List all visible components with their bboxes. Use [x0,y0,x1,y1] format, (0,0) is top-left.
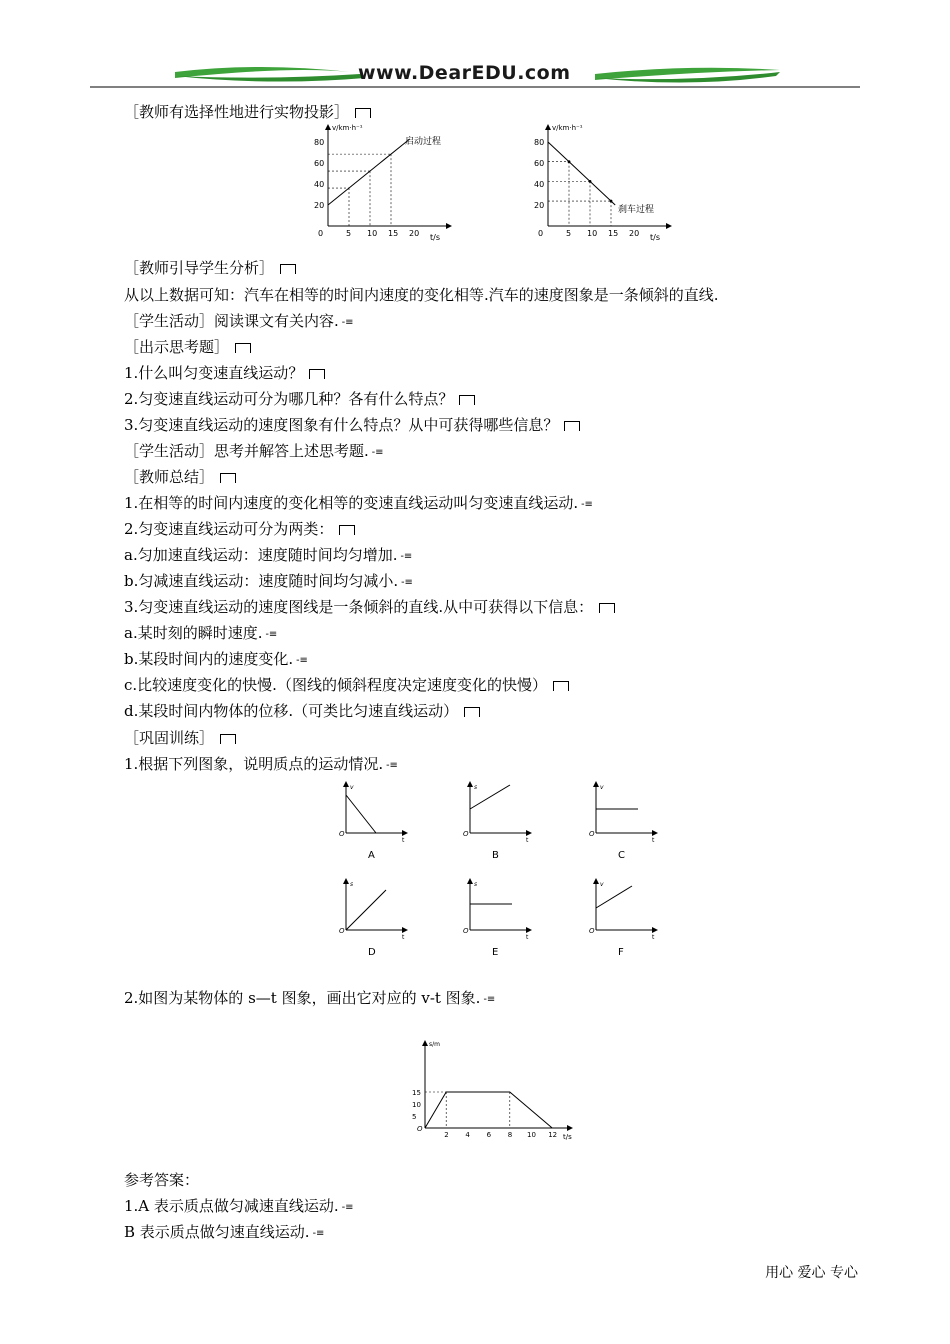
text-line [124,1196,353,1218]
x-axis-label: t [526,837,529,844]
graph-letter: D [368,947,376,958]
paragraph-mark-icon [564,421,580,431]
text-line [124,728,236,748]
x-axis-label: t/s [563,1133,572,1141]
y-tick-label: 80 [534,138,545,147]
y-axis-label: v [600,784,604,791]
origin-label: O [463,927,469,935]
y-axis-label: v [350,784,354,791]
text-line [124,441,384,463]
text-line [124,675,569,695]
graph-letter: E [492,947,499,958]
graph-caption: 启动过程 [405,137,442,147]
text-line-content: ［教师有选择性地进行实物投影］ [124,103,350,121]
line-end-mark-icon: -≡ [483,994,496,1005]
text-line [124,363,325,383]
text-line-content: ［学生活动］阅读课文有关内容. [124,312,339,330]
x-tick-label: 10 [587,229,598,238]
paragraph-mark-icon [339,525,355,535]
axis-arrow-icon [652,830,658,836]
x-tick-label: 10 [367,229,378,238]
st-line [425,1092,552,1128]
text-line-content: 2.匀变速直线运动可分为哪几种？各有什么特点？ [124,390,454,408]
x-tick-label: 4 [465,1131,470,1139]
velocity-line [328,139,410,205]
graph-line [346,890,386,930]
x-axis-label: t [652,934,655,941]
graph-line [346,795,376,833]
y-axis-label: v/km·h⁻¹ [332,124,363,132]
x-tick-label: 5 [346,229,352,238]
y-axis-label: v/km·h⁻¹ [552,124,583,132]
paragraph-mark-icon [459,395,475,405]
x-axis-label: t [402,837,405,844]
axis-arrow-icon [567,1125,573,1131]
text-line [124,311,354,333]
text-line-content: 1.A 表示质点做匀减速直线运动. [124,1197,339,1215]
text-line-content: 2.如图为某物体的 s—t 图象，画出它对应的 v-t 图象. [124,989,481,1007]
graph-letter: F [618,947,624,958]
text-line [124,545,412,567]
origin-label: O [339,927,345,935]
line-end-mark-icon: -≡ [341,317,354,328]
text-line [124,258,296,278]
text-line [124,571,413,593]
graph-letter: B [492,850,499,861]
text-line [124,519,355,539]
paragraph-mark-icon [355,108,371,118]
paragraph-mark-icon [280,264,296,274]
x-tick-label: 20 [629,229,640,238]
figure-st-graph [408,1034,578,1144]
y-axis-label: s [350,881,354,888]
figure-six-motion-graphs [330,775,670,965]
line-end-mark-icon: -≡ [371,447,384,458]
y-tick-label: 10 [412,1101,421,1109]
y-tick-label: 5 [412,1113,417,1121]
graph-letter: C [618,850,625,861]
axis-arrow-icon [422,1040,428,1046]
line-end-mark-icon: -≡ [401,577,413,588]
axis-arrow-icon [593,781,599,787]
text-line-content: d.某段时间内物体的位移.（可类比匀速直线运动） [124,702,459,720]
graph-caption: 刹车过程 [618,205,655,215]
x-axis-label: t/s [430,233,440,242]
y-axis-label: s [474,784,478,791]
x-tick-label: 6 [486,1131,492,1139]
x-tick-label: 10 [527,1131,536,1139]
text-line-content: ［学生活动］思考并解答上述思考题. [124,442,369,460]
axis-arrow-icon [545,124,551,130]
text-line-content: 1.根据下列图象，说明质点的运动情况. [124,755,384,773]
line-end-mark-icon: -≡ [581,499,593,510]
text-line [124,493,593,515]
y-axis-label: s [474,881,478,888]
paragraph-mark-icon [220,734,236,744]
text-line [124,623,277,645]
x-tick-label: 0 [538,229,544,238]
text-line [124,701,480,721]
y-tick-label: 80 [314,138,325,147]
axis-arrow-icon [526,927,532,933]
x-tick-label: 2 [444,1131,449,1139]
y-tick-label: 40 [534,180,545,189]
y-axis-label: v [600,881,604,888]
text-line-content: 3.匀变速直线运动的速度图象有什么特点？从中可获得哪些信息？ [124,416,559,434]
axis-arrow-icon [467,781,473,787]
paragraph-mark-icon [309,369,325,379]
text-line-content: 2.匀变速直线运动可分为两类： [124,520,334,538]
axis-arrow-icon [593,878,599,884]
text-line [124,597,615,617]
text-line-content: B 表示质点做匀速直线运动. [124,1223,310,1241]
x-tick-label: 12 [548,1131,558,1139]
text-line [124,415,580,435]
x-tick-label: 8 [507,1131,513,1139]
text-line [124,389,475,409]
text-line-content: ［教师引导学生分析］ [124,259,275,277]
axis-arrow-icon [343,781,349,787]
text-line [124,285,719,305]
origin-label: O [589,830,595,838]
text-line-content: a.匀加速直线运动：速度随时间均匀增加. [124,546,398,564]
y-tick-label: 20 [534,201,545,210]
text-line-content: 参考答案： [124,1171,200,1189]
x-axis-label: t [526,934,529,941]
text-line [124,467,236,487]
axis-arrow-icon [402,927,408,933]
text-line-content: ［教师总结］ [124,468,215,486]
paragraph-mark-icon [235,343,251,353]
text-line-content: a.某时刻的瞬时速度. [124,624,263,642]
text-line [124,1222,324,1244]
line-end-mark-icon: -≡ [400,551,413,562]
x-axis-label: t [652,837,655,844]
text-line-content: c.比较速度变化的快慢.（图线的倾斜程度决定速度变化的快慢） [124,676,547,694]
paragraph-mark-icon [464,707,480,717]
line-end-mark-icon: -≡ [296,655,308,666]
origin-label: O [463,830,469,838]
graph-letter: A [368,850,375,861]
origin-label: O [339,830,345,838]
figure-start-brake-graphs [300,118,690,248]
text-line-content: 1.在相等的时间内速度的变化相等的变速直线运动叫匀变速直线运动. [124,494,579,512]
y-tick-label: 60 [314,159,325,168]
origin-label: O [589,927,595,935]
axis-arrow-icon [343,878,349,884]
x-axis-label: t/s [650,233,660,242]
paragraph-mark-icon [553,681,569,691]
header-logo-text: www.DearEDU.com [358,62,571,84]
graph-line [596,886,632,908]
text-line [124,649,308,671]
text-line [124,988,495,1010]
x-tick-label: 0 [318,229,324,238]
x-tick-label: 5 [566,229,572,238]
line-end-mark-icon: -≡ [265,629,278,640]
line-end-mark-icon: -≡ [312,1228,325,1239]
x-axis-label: t [402,934,405,941]
x-tick-label: 20 [409,229,420,238]
axis-arrow-icon [402,830,408,836]
y-tick-label: 60 [534,159,545,168]
paragraph-mark-icon [220,473,236,483]
y-tick-label: 40 [314,180,325,189]
y-axis-label: s/m [429,1041,440,1048]
text-line [124,754,398,776]
y-tick-label: 15 [412,1089,421,1097]
header [90,60,860,90]
axis-arrow-icon [467,878,473,884]
x-tick-label: 15 [608,229,619,238]
text-line-content: 1.什么叫匀变速直线运动？ [124,364,304,382]
text-line [124,1170,199,1190]
axis-arrow-icon [652,927,658,933]
text-line [124,337,251,357]
line-end-mark-icon: -≡ [386,760,398,771]
text-line-content: ［出示思考题］ [124,338,230,356]
footer-slogan: 用心 爱心 专心 [765,1265,858,1281]
origin-label: O [417,1125,423,1133]
velocity-line [548,142,615,205]
text-line-content: ［巩固训练］ [124,729,215,747]
paragraph-mark-icon [599,603,615,613]
line-end-mark-icon: -≡ [341,1202,354,1213]
x-tick-label: 15 [388,229,399,238]
axis-arrow-icon [446,223,452,229]
data-point [589,180,592,183]
axis-arrow-icon [325,124,331,130]
text-line-content: 从以上数据可知：汽车在相等的时间内速度的变化相等.汽车的速度图象是一条倾斜的直线. [124,286,719,304]
text-line-content: b.匀减速直线运动：速度随时间均匀减小. [124,572,399,590]
data-point [568,160,571,163]
axis-arrow-icon [666,223,672,229]
data-point [610,200,613,203]
axis-arrow-icon [526,830,532,836]
text-line-content: 3.匀变速直线运动的速度图线是一条倾斜的直线.从中可获得以下信息： [124,598,594,616]
y-tick-label: 20 [314,201,325,210]
text-line-content: b.某段时间内的速度变化. [124,650,294,668]
